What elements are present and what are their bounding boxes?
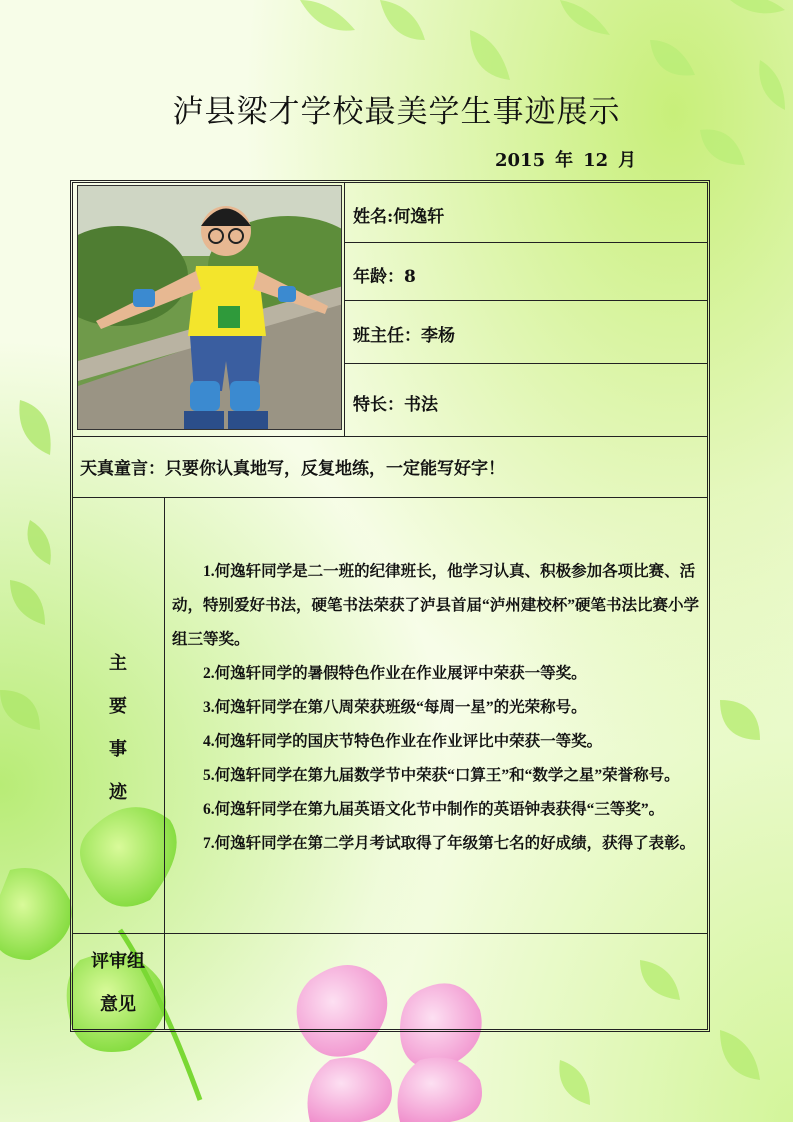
date-month: 12	[583, 150, 609, 171]
review-label-line: 评审组	[91, 951, 145, 972]
main-deeds-label-char: 主	[109, 653, 127, 674]
divider-row-2	[345, 300, 707, 301]
student-age: 年龄：8	[353, 267, 416, 287]
student-photo	[77, 185, 342, 430]
main-deeds-label	[72, 642, 164, 814]
deed-item: 3.何逸轩同学在第八周荣获班级“每周一星”的光荣称号。	[203, 699, 587, 716]
divider-row-3	[345, 363, 707, 364]
divider-row-1	[345, 242, 707, 243]
deeds-list	[172, 555, 702, 861]
class-teacher: 班主任：李杨	[353, 326, 455, 346]
date-year: 2015	[495, 150, 546, 171]
divider-row-5	[73, 497, 707, 498]
deed-item: 4.何逸轩同学的国庆节特色作业在作业评比中荣获一等奖。	[203, 733, 603, 750]
date-year-unit: 年	[555, 150, 574, 171]
deed-item: 7.何逸轩同学在第二学月考试取得了年级第七名的好成绩，获得了表彰。	[203, 835, 696, 852]
review-opinion-field[interactable]	[166, 935, 706, 1027]
divider-row-4	[73, 436, 707, 437]
divider-label-column	[164, 497, 165, 1029]
innocent-words: 天真童言：只要你认真地写，反复地练，一定能写好字！	[80, 459, 505, 479]
main-deeds-label-char: 要	[109, 696, 127, 717]
deed-item: 2.何逸轩同学的暑假特色作业在作业展评中荣获一等奖。	[203, 665, 587, 682]
page-title: 泸县梁才学校最美学生事迹展示	[172, 94, 621, 130]
divider-row-6	[73, 933, 707, 934]
deed-item: 1.何逸轩同学是二一班的纪律班长，他学习认真、积极参加各项比赛、活动，特别爱好书法，硬笔书法荣获了泸县首届“泸州建校杯”硬笔书法比赛小学组三等奖。	[172, 563, 700, 648]
date-month-unit: 月	[618, 150, 637, 171]
student-specialty: 特长：书法	[353, 395, 438, 415]
student-name: 姓名:何逸轩	[353, 207, 445, 227]
deed-item: 6.何逸轩同学在第九届英语文化节中制作的英语钟表获得“三等奖”。	[203, 801, 665, 818]
main-deeds-label-char: 事	[109, 739, 127, 760]
divider-photo	[344, 183, 345, 436]
date-line	[495, 146, 646, 172]
review-label-line: 意见	[100, 994, 136, 1015]
review-label	[72, 940, 164, 1026]
deed-item: 5.何逸轩同学在第九届数学节中荣获“口算王”和“数学之星”荣誉称号。	[203, 767, 680, 784]
main-deeds-label-char: 迹	[109, 782, 127, 803]
